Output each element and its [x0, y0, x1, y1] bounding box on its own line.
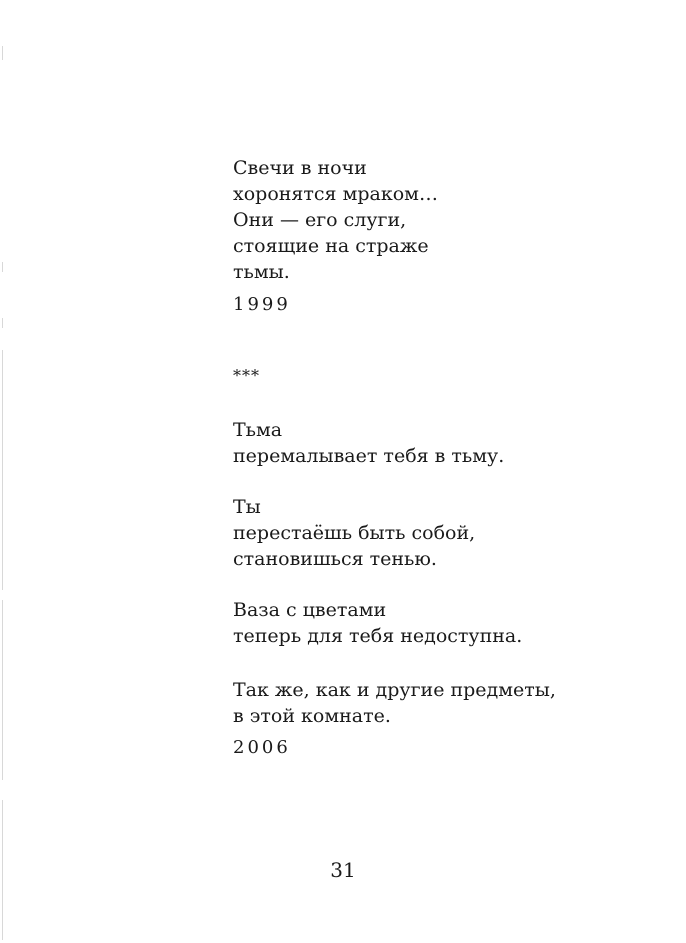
poem-line: стоящие на страже [233, 235, 429, 257]
poem-2-year: 2006 [233, 737, 291, 758]
scan-edge-mark [2, 350, 3, 590]
scan-edge-mark [2, 262, 3, 272]
poem-line: Ваза с цветами [233, 599, 387, 621]
poem-line: перемалывает тебя в тьму. [233, 445, 505, 467]
poem-line: в этой комнате. [233, 705, 391, 727]
poem-line: становишься тенью. [233, 548, 437, 570]
poem-line: перестаёшь быть собой, [233, 522, 476, 544]
poem-line: Тьма [233, 419, 283, 441]
scan-edge-mark [2, 318, 3, 328]
page-number: 31 [330, 858, 356, 882]
poem-line: Так же, как и другие предметы, [233, 679, 556, 701]
poem-2-stanza-3 [233, 597, 522, 649]
poem-separator: *** [233, 366, 260, 385]
scan-edge-mark [2, 600, 3, 780]
scan-edge-mark [2, 46, 3, 60]
poem-1 [233, 155, 438, 285]
poem-2-stanza-1 [233, 417, 504, 469]
poem-1-year: 1999 [233, 294, 291, 315]
poem-line: тьмы. [233, 261, 290, 283]
poem-line: хоронятся мраком… [233, 183, 438, 205]
poem-line: Свечи в ночи [233, 157, 367, 179]
poem-2-stanza-4 [233, 677, 556, 729]
poem-line: теперь для тебя недоступна. [233, 625, 523, 647]
poem-line: Ты [233, 496, 261, 518]
poem-2-stanza-2 [233, 494, 475, 572]
poem-line: Они — его слуги, [233, 209, 407, 231]
